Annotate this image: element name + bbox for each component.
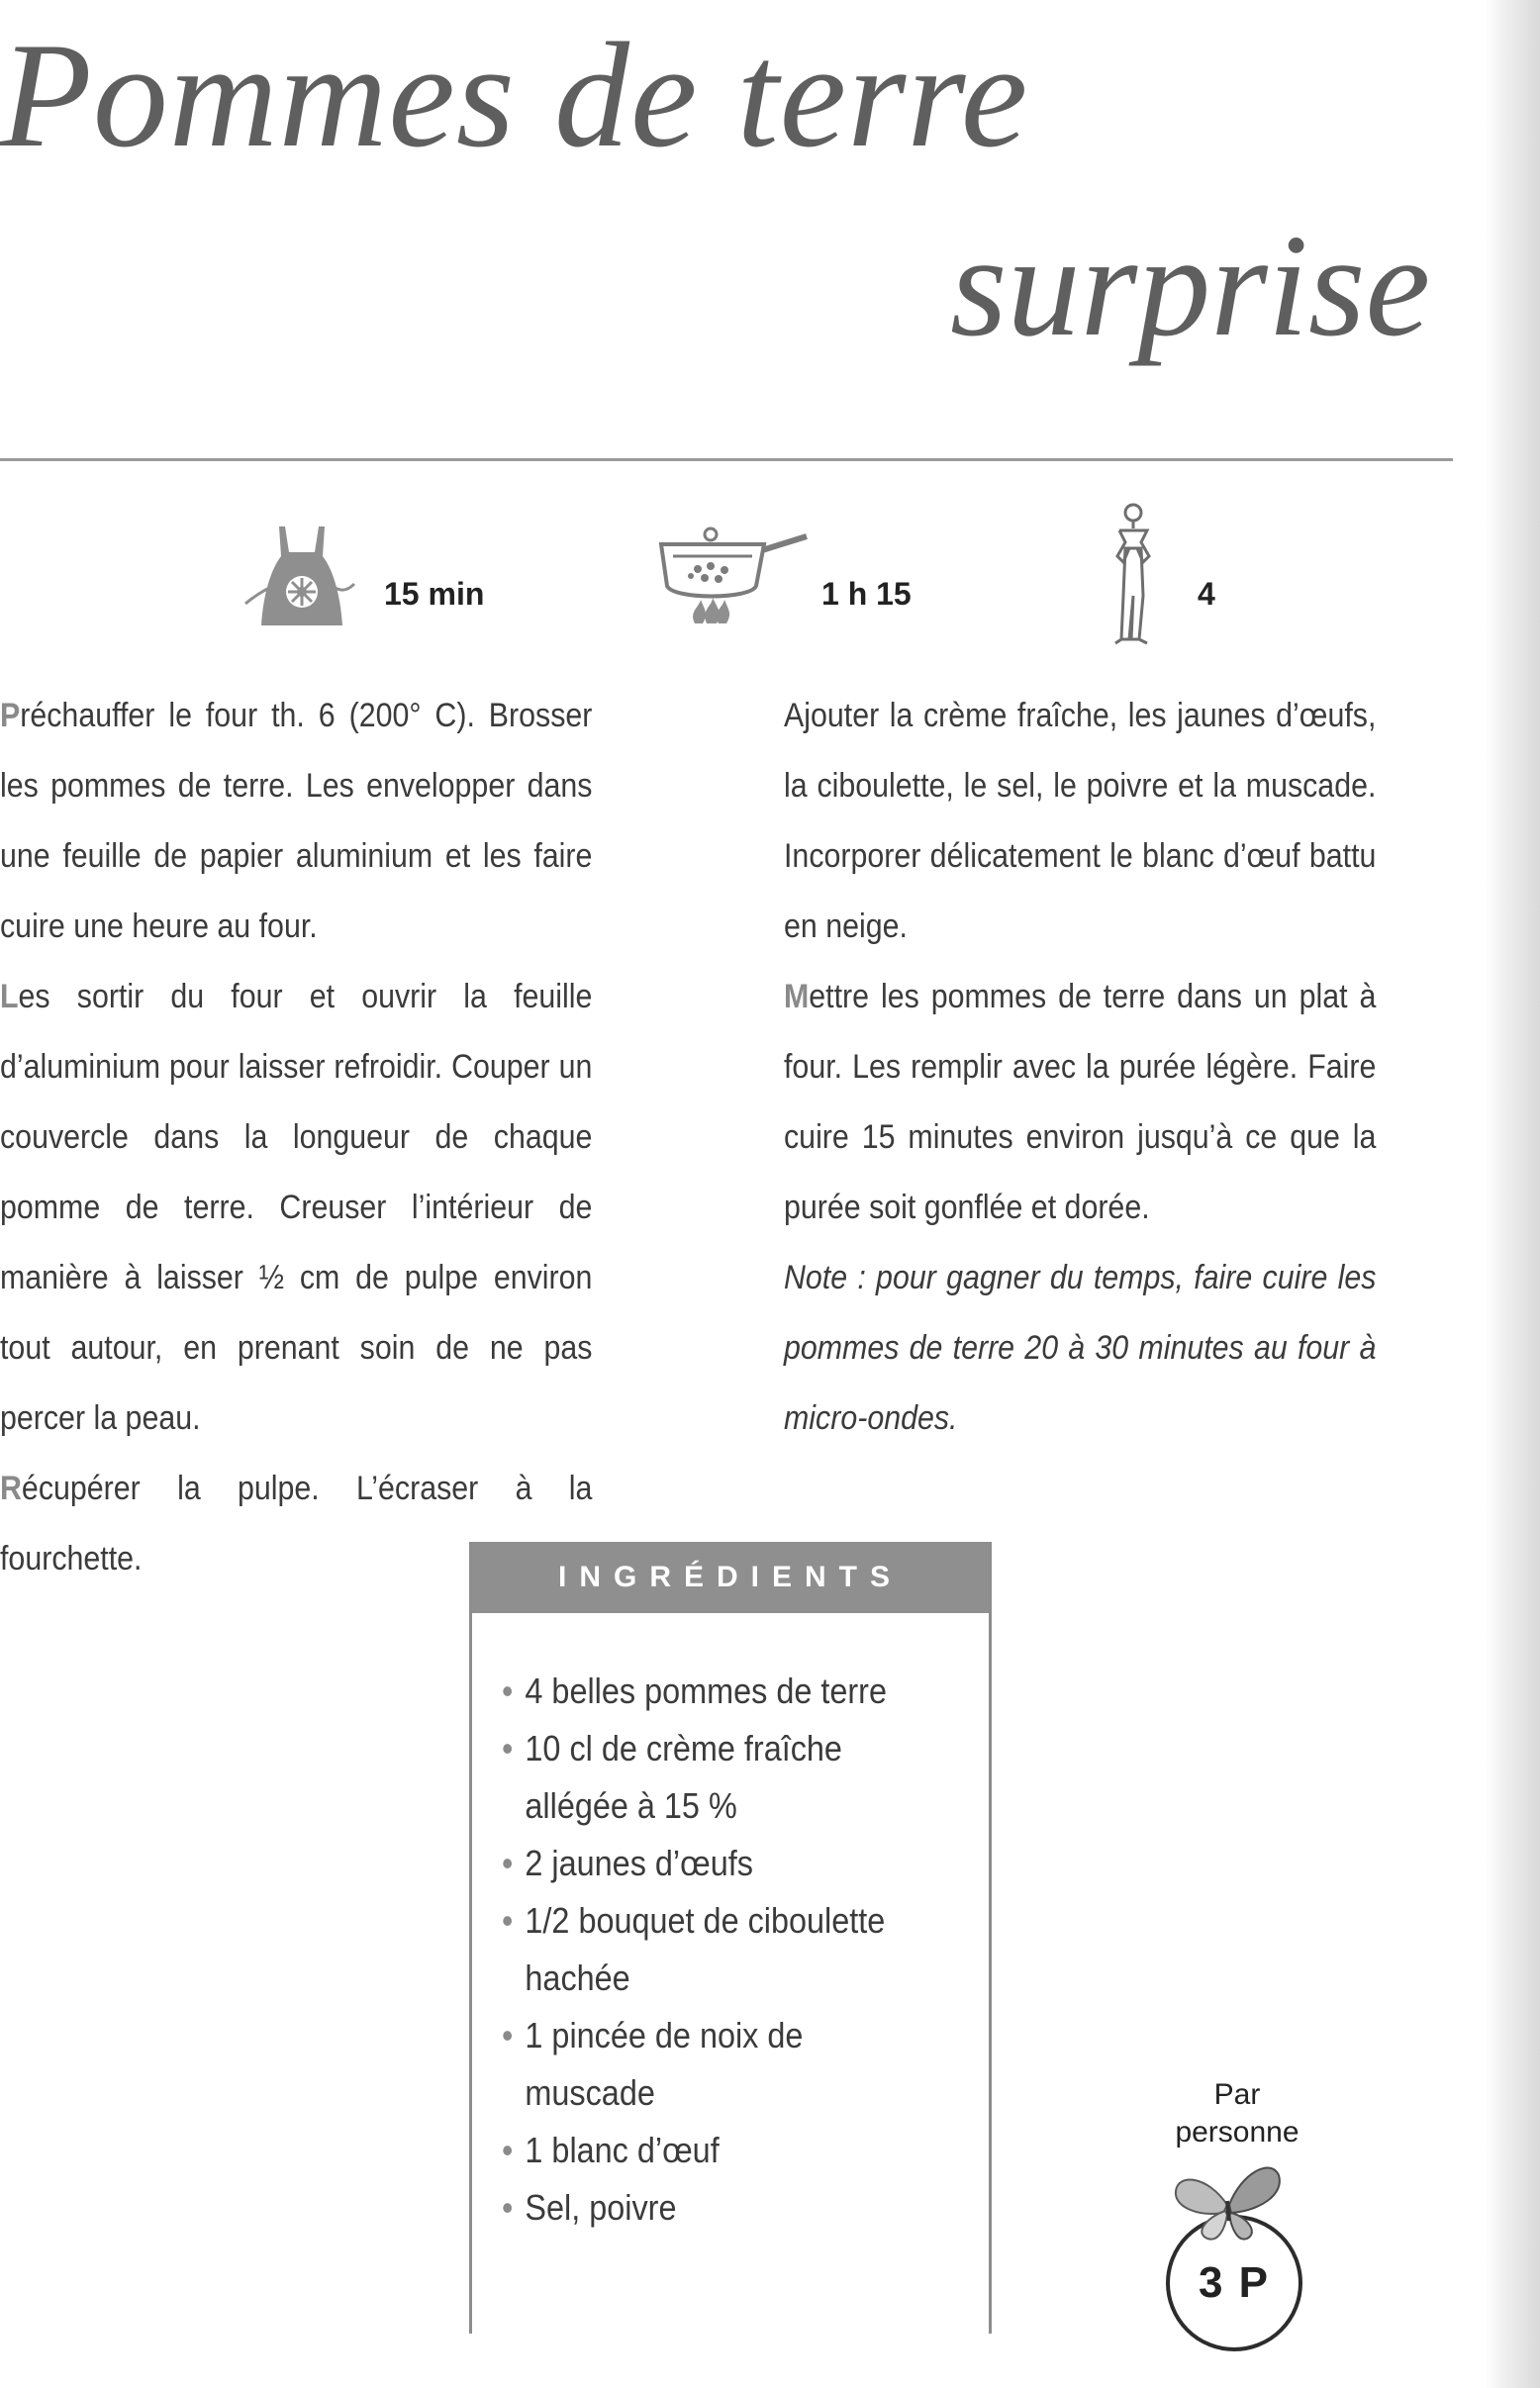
ingredient-item: • 1 blanc d’œuf [502, 2122, 929, 2179]
bullet-icon: • [502, 1900, 514, 1941]
bullet-icon: • [502, 2187, 514, 2228]
bullet-icon: • [502, 2015, 514, 2055]
butterfly-icon [1168, 2155, 1287, 2245]
ingredients-list [502, 1663, 929, 2237]
step-text: Ajouter la crème fraîche, les jaunes d’œufs, la ciboulette, le sel, le poivre et la muscade. Incorporer délicatement le blanc d’œuf battu en neige. [784, 697, 1377, 945]
apron-icon [238, 515, 366, 643]
step-paragraph [0, 681, 592, 962]
recipe-note: Note : pour gagner du temps, faire cuire les pommes de terre 20 à 30 minutes au four à micro-ondes. [784, 1259, 1377, 1437]
step-text: es sortir du four et ouvrir la feuille d’aluminium pour laisser refroidir. Couper un couvercle dans la longueur de chaque pomme de terre. Creuser l’intérieur de manière à laisser ½ cm de pulpe environ tout autour, en prenant soin de ne pas percer la peau. [0, 978, 593, 1437]
step-initial: L [0, 978, 19, 1015]
points-label: Par personne [1175, 2078, 1299, 2149]
page-edge-shadow [1485, 0, 1540, 2388]
person-icon [1094, 501, 1173, 649]
step-initial: R [0, 1470, 22, 1507]
step-paragraph [784, 962, 1376, 1243]
prep-time-info [238, 515, 534, 663]
step-text: réchauffer le four th. 6 (200° C). Brosser les pommes de terre. Les envelopper dans une feuille de papier aluminium et les faire cuire une heure au four. [0, 697, 593, 945]
step-text: écupérer la pulpe. L’écraser à la fourchette. [0, 1470, 593, 1577]
ingredients-box [469, 1542, 992, 2334]
step-paragraph [784, 681, 1376, 962]
step-initial: M [784, 978, 810, 1015]
ingredients-heading: INGRÉDIENTS [472, 1542, 989, 1613]
instructions-left-column [0, 681, 592, 1594]
title-divider [0, 458, 1453, 461]
cooking-pot-icon [653, 515, 812, 643]
cook-time-value: 1 h 15 [821, 576, 912, 612]
bullet-icon: • [502, 1728, 514, 1768]
servings-info [1094, 515, 1272, 663]
ingredient-item: • 1 pincée de noix de muscade [502, 2007, 929, 2122]
servings-value: 4 [1198, 576, 1215, 612]
points-value: 3 P [1198, 2258, 1271, 2307]
bullet-icon: • [502, 1671, 514, 1711]
bullet-icon: • [502, 1843, 514, 1883]
step-paragraph [0, 962, 592, 1454]
ingredient-item: • Sel, poivre [502, 2179, 929, 2237]
step-text: ettre les pommes de terre dans un plat à four. Les remplir avec la purée légère. Faire cuire 15 minutes environ jusqu’à ce que la purée soit gonflée et dorée. [784, 978, 1377, 1226]
ingredient-item: • 4 belles pommes de terre [502, 1663, 929, 1720]
bullet-icon: • [502, 2130, 514, 2170]
ingredient-item: • 10 cl de crème fraîche allégée à 15 % [502, 1720, 929, 1835]
recipe-title-line2: surprise [950, 205, 1431, 367]
prep-time-value: 15 min [384, 576, 485, 612]
cook-time-info [653, 515, 950, 663]
instructions-right-column [784, 681, 1376, 1454]
ingredient-item: • 2 jaunes d’œufs [502, 1835, 929, 1892]
step-initial: P [0, 697, 21, 734]
recipe-title-line1: Pommes de terre [0, 12, 1029, 178]
ingredient-item: • 1/2 bouquet de ciboulette hachée [502, 1892, 929, 2007]
